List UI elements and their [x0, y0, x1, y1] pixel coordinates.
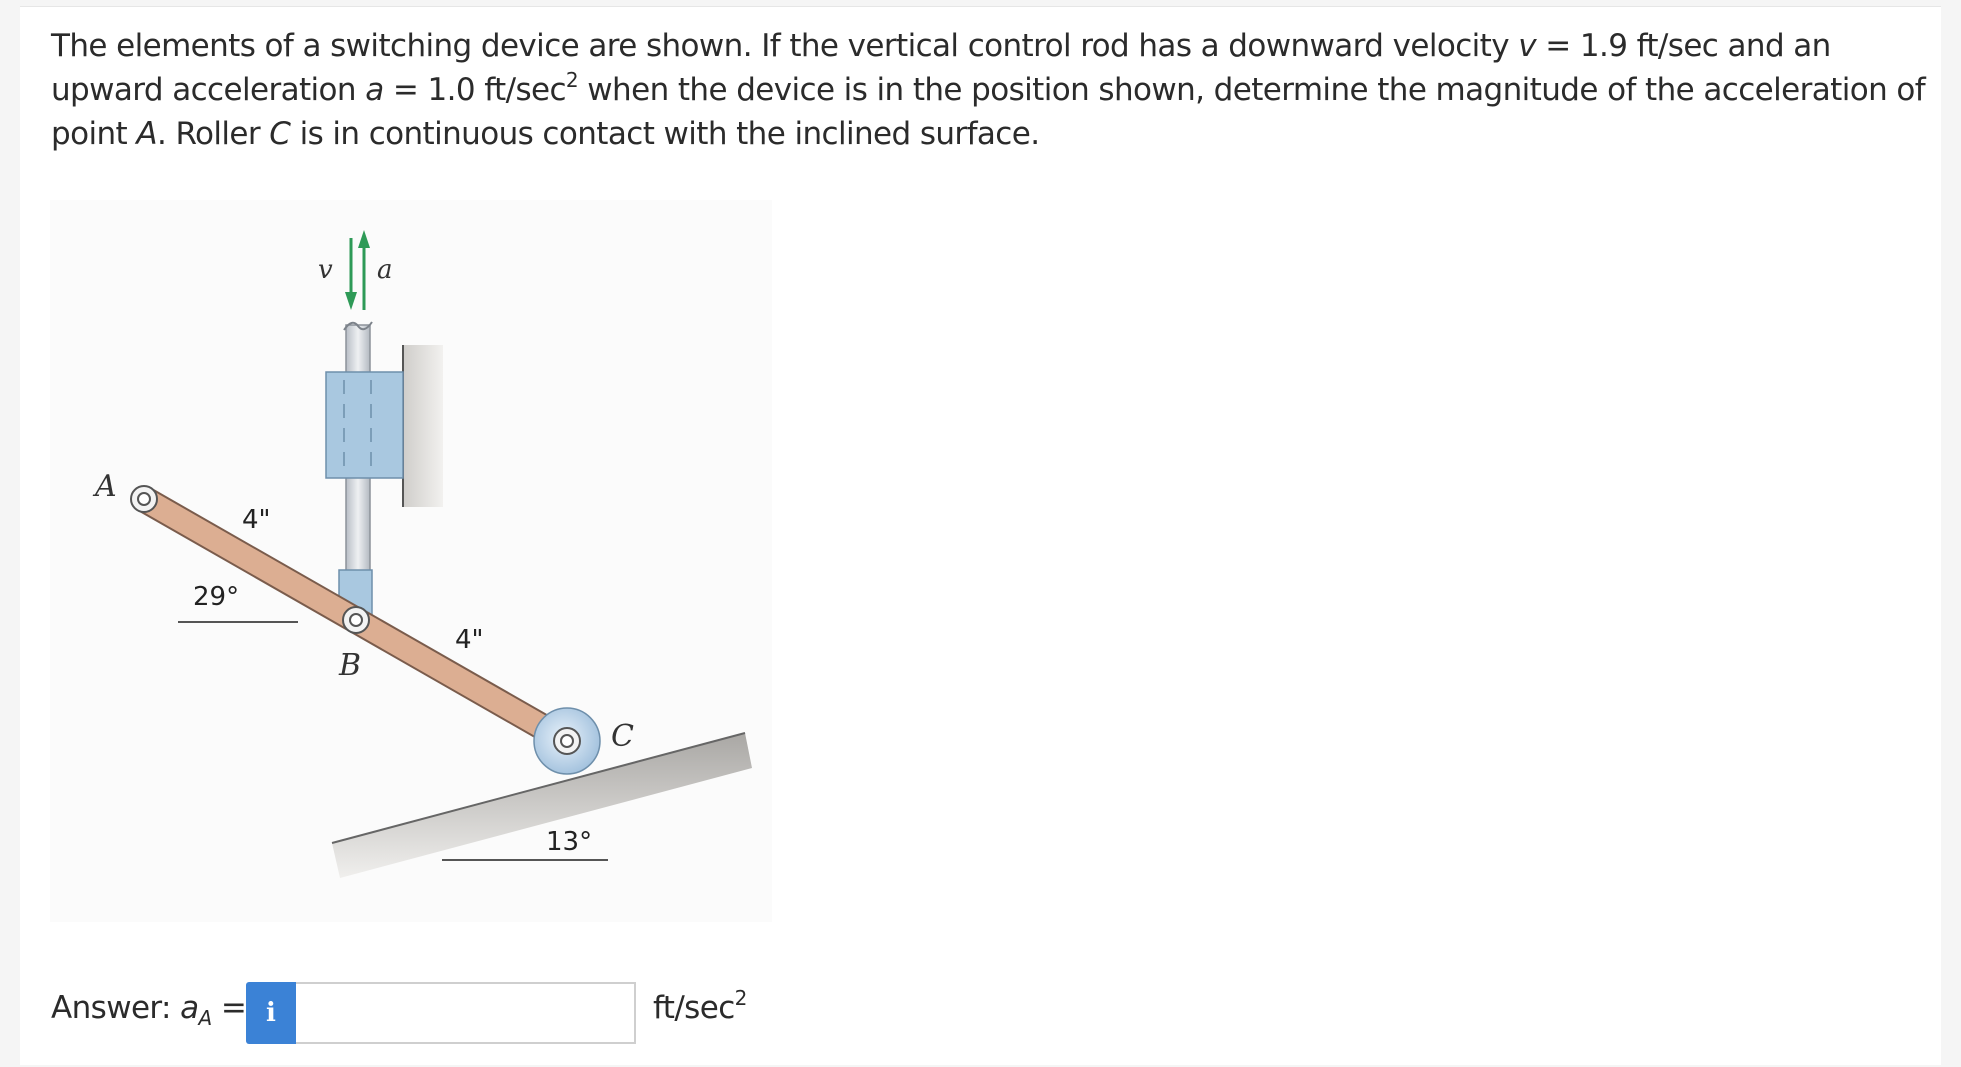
answer-input[interactable] [296, 982, 636, 1044]
wall [403, 345, 443, 507]
label-a: a [377, 255, 393, 285]
velocity-arrowhead [345, 292, 357, 310]
length-ab-label: 4" [242, 505, 271, 535]
label-v: v [318, 255, 333, 285]
guide-block [326, 372, 403, 478]
pin-b-center [350, 614, 362, 626]
acceleration-arrowhead [358, 230, 370, 248]
angle-29-label: 29° [193, 582, 240, 612]
pin-a-center [138, 493, 150, 505]
question-text: The elements of a switching device are shown. If the vertical control rod has a downward velocity v = 1.9 ft/sec and an upward acceleration a = 1.0 $ft/\sec^2$ when the device is in the position shown, determine the magnitude of the acceleration of point A. Roller C is in continuous contact with the inclined surface. [51, 28, 1926, 152]
label-point-c: C [611, 719, 634, 754]
length-bc-label: 4" [455, 625, 484, 655]
label-point-b: B [339, 648, 362, 683]
unit-label: $ft/\sec^2$ [653, 985, 747, 1026]
info-button[interactable] [246, 982, 296, 1044]
answer-row [51, 978, 851, 1046]
label-point-a: A [95, 469, 117, 504]
angle-13-label: 13° [546, 827, 593, 857]
info-icon: i [266, 998, 276, 1028]
roller-c-center [561, 735, 573, 747]
answer-label: Answer: $a_A$ = [51, 990, 247, 1031]
